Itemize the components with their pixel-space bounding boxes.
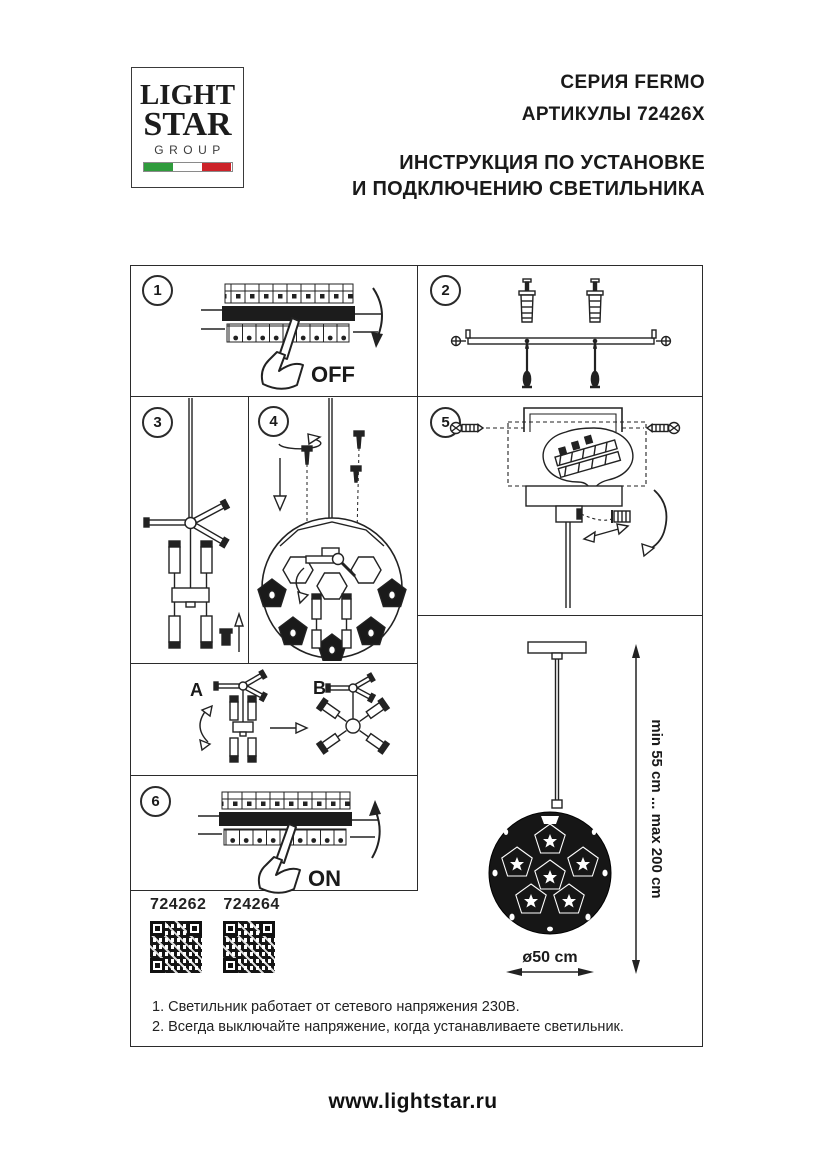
arrow-down-curved-icon	[373, 288, 382, 336]
swing-arrow-icon	[200, 706, 212, 750]
ceiling-plate	[528, 642, 586, 653]
circuit-breaker-on-diagram	[172, 782, 400, 894]
screw-icon	[590, 342, 600, 387]
arrow-up-curved-icon	[372, 812, 380, 858]
logo-text-star: STAR	[143, 106, 232, 143]
instruction-title-line1: ИНСТРУКЦИЯ ПО УСТАНОВКЕ	[399, 152, 705, 174]
product-code: 724264	[223, 896, 280, 913]
lightstar-logo	[131, 67, 244, 188]
grub-screw-icon	[612, 510, 630, 523]
pendant-lamp-dimensions-diagram	[420, 626, 700, 1042]
rotate-arrow-icon	[279, 434, 321, 449]
screw-icon	[351, 431, 364, 482]
series-title: СЕРИЯ FERMO	[560, 72, 705, 93]
double-arrow-icon	[584, 524, 628, 542]
diameter-dimension	[506, 968, 594, 976]
wall-anchor-icon	[519, 279, 535, 322]
product-code-column	[150, 896, 206, 973]
height-dimension	[632, 644, 640, 974]
sphere-assembly-diagram	[250, 398, 415, 661]
step3-number: 3	[142, 407, 173, 438]
grid-divider	[130, 663, 418, 664]
note-line: 2. Всегда выключайте напряжение, когда устанавливаете светильник.	[152, 1019, 624, 1035]
spread-arms-icon	[317, 673, 389, 754]
note-line: 1. Светильник работает от сетевого напряжения 230В.	[152, 999, 520, 1015]
mounting-bar-icon	[452, 330, 671, 346]
canopy-icon	[526, 486, 622, 506]
safety-notes	[152, 997, 692, 1037]
anchors-bracket-diagram	[432, 276, 690, 391]
screw-icon	[220, 629, 232, 645]
variant-a-label: A	[190, 680, 203, 700]
arrow-right-icon	[270, 723, 307, 733]
canopy-fixing-diagram	[428, 398, 700, 612]
qr-code-icon	[150, 921, 202, 973]
rod-spider-diagram	[138, 398, 246, 660]
qr-code-icon	[223, 921, 275, 973]
arrow-up-icon	[235, 614, 243, 652]
grid-divider	[417, 265, 418, 890]
spider-bracket-icon	[144, 500, 229, 548]
circuit-breaker-off-diagram	[175, 272, 403, 390]
rotate-arrow-icon	[642, 490, 666, 556]
screw-icon	[522, 342, 532, 387]
grid-divider	[130, 775, 418, 776]
instruction-title-line2: И ПОДКЛЮЧЕНИЮ СВЕТИЛЬНИКА	[351, 178, 705, 200]
wall-anchor-icon	[587, 279, 603, 322]
variant-a-b-diagram	[138, 666, 410, 772]
step6-number: 6	[140, 786, 171, 817]
italian-flag-icon	[143, 162, 233, 172]
diameter-label: ø50 cm	[522, 949, 578, 966]
product-code-column	[223, 896, 279, 973]
grid-divider	[130, 396, 703, 397]
height-range-label: min 55 cm ... max 200 cm	[648, 719, 665, 899]
step1-number: 1	[142, 275, 173, 306]
header-text	[352, 72, 705, 202]
sphere-shade	[489, 812, 611, 934]
articles-title: АРТИКУЛЫ 72426X	[521, 104, 705, 125]
logo-text-group: GROUP	[154, 143, 226, 157]
screw-icon	[302, 446, 312, 464]
step5-number: 5	[430, 407, 461, 438]
product-codes	[150, 896, 280, 973]
screw-icon	[451, 423, 525, 434]
step4-number: 4	[258, 406, 289, 437]
grid-divider	[417, 615, 703, 616]
step1-label: OFF	[311, 362, 355, 387]
product-code: 724262	[150, 896, 207, 913]
step6-label: ON	[308, 866, 341, 891]
step2-number: 2	[430, 275, 461, 306]
arrow-down-icon	[274, 458, 286, 510]
logo-text-light: LIGHT	[139, 79, 236, 111]
website-url: www.lightstar.ru	[328, 1090, 498, 1113]
folded-arms-icon	[214, 670, 267, 762]
screw-icon	[622, 423, 680, 434]
grid-divider	[248, 396, 249, 663]
variant-b-label: B	[313, 678, 326, 698]
